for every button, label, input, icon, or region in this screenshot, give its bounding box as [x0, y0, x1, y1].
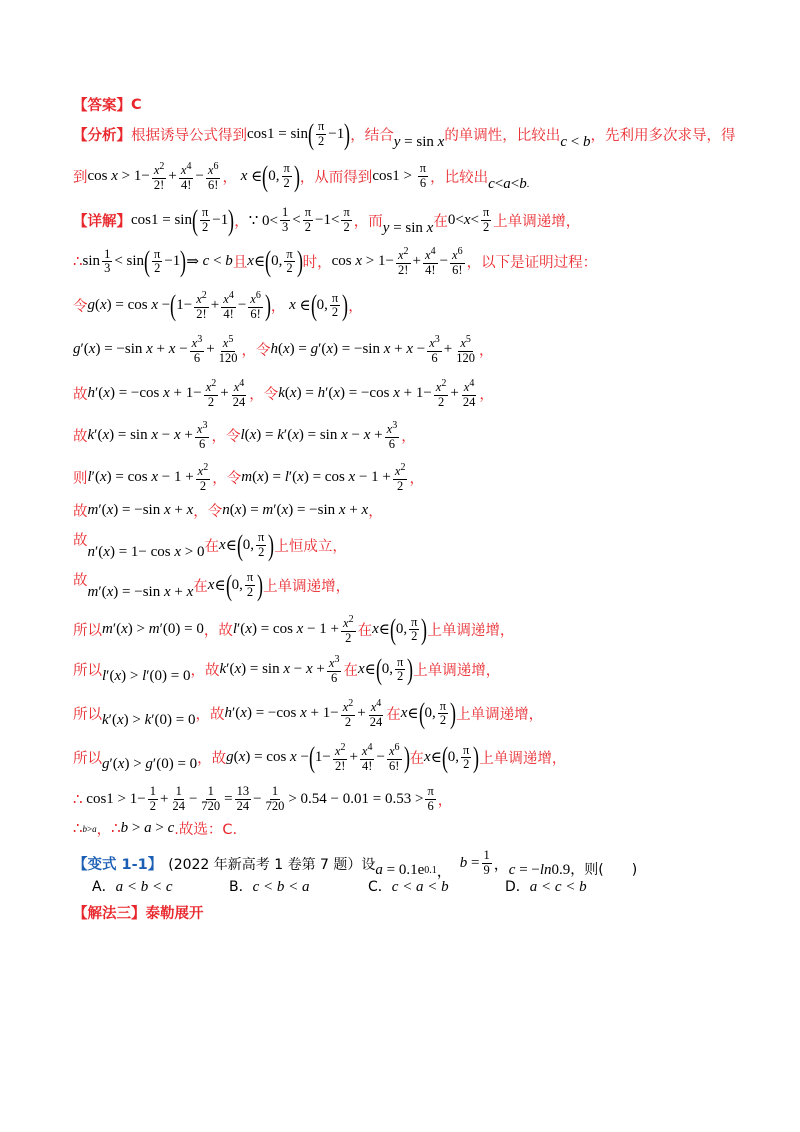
comma: ， — [203, 623, 219, 640]
proof-word: 令 — [226, 471, 242, 488]
proof-line-mprime — [73, 500, 383, 521]
comma: ， — [409, 471, 424, 488]
math-expr: x ∈ ( 0, $\frac{\pi}{2}$ ) — [240, 159, 300, 193]
option-a[interactable] — [92, 876, 229, 896]
proof-word: 故 — [210, 707, 225, 724]
math-expr: h ′( x ) = −cos x + 1− $\frac{x^2}{2}$ + $\frac{x^4}{24}$ — [87, 378, 246, 409]
comma: ， — [479, 343, 494, 360]
option-b[interactable] — [229, 876, 368, 896]
proof-word: 在 — [409, 751, 425, 768]
proof-word: 在 — [357, 623, 373, 640]
math-expr: b > a > c — [120, 820, 175, 836]
comma: ， — [96, 822, 112, 838]
therefore-symbol: ∴ — [73, 821, 83, 837]
math-expr: l ( x ) = k ′( x ) = sin x − x + $\frac{x^3}{6}$ — [240, 420, 398, 451]
math-expr: n ( x ) = m ′( x ) = −sin x + x — [222, 502, 369, 518]
math-expr: b > a — [82, 823, 97, 834]
proof-line-conclusion — [73, 818, 237, 839]
analysis-text: ，从而得到 — [299, 170, 373, 186]
math-expr: x ∈ ( 0, $\frac{\pi}{2}$ ) — [424, 740, 480, 774]
proof-word: 令 — [73, 299, 88, 316]
option-letter: B． — [229, 879, 253, 895]
math-expr: k ( x ) = h ′( x ) = −cos x + 1− $\frac{x^2}{2}$ + $\frac{x^4}{24}$ — [278, 378, 476, 409]
detail-text: 时， — [302, 255, 332, 272]
option-letter: A． — [92, 879, 116, 895]
comma: ， — [270, 299, 286, 316]
therefore-symbol: ∴ — [111, 821, 121, 837]
comma: ， — [212, 471, 227, 488]
proof-line-gprime — [73, 334, 494, 366]
proof-line-lprime — [73, 462, 424, 494]
detail-text: ，以下是证明过程： — [466, 255, 598, 272]
math-expr: l ′( x ) = cos x − 1 + $\frac{x^2}{2}$ — [87, 462, 209, 493]
math-expr: k ′( x ) > k ′(0) = 0 — [102, 712, 196, 729]
math-expr: x ∈ ( 0, $\frac{\pi}{2}$ ) — [247, 244, 303, 278]
comma: ， — [241, 343, 256, 360]
detail-text: 上单调递增， — [493, 214, 581, 230]
proof-word: 上单调递增， — [263, 579, 351, 595]
method3-tag: 【解法三】 — [73, 906, 146, 922]
proof-word: 所以 — [73, 663, 102, 680]
option-expr: c < b < a — [252, 879, 310, 895]
comma: ， — [249, 387, 264, 404]
proof-word: 上单调递增， — [413, 663, 501, 680]
math-expr: g ′( x ) > g ′(0) = 0 — [102, 756, 198, 773]
analysis-text: ，结合 — [350, 128, 394, 144]
proof-line-cos1 — [73, 785, 452, 814]
proof-line-hprime — [73, 378, 494, 410]
proof-word: 上单调递增， — [479, 751, 567, 768]
proof-word: 故 — [73, 429, 88, 446]
analysis-text: ，先利用多次求导，得 — [590, 128, 736, 144]
proof-line-suoyi-4 — [73, 742, 566, 774]
math-expr: y = sin x — [382, 220, 434, 236]
option-expr: a < c < b — [529, 879, 587, 895]
detail-line-2 — [73, 246, 597, 278]
math-expr: l ′( x ) = cos x − 1 + $\frac{x^2}{2}$ — [232, 614, 354, 645]
analysis-line-1 — [73, 118, 735, 151]
proof-line-kprime — [73, 420, 416, 452]
math-expr: sin $\frac{1}{3}$ < sin ( $\frac{\pi}{2}$ −1 ) ⇒ c < b — [82, 244, 233, 278]
detail-text: ，而 — [353, 214, 383, 230]
method3-title: 泰勒展开 — [145, 906, 204, 922]
math-expr: m ′( x ) = −sin x + x — [87, 584, 194, 600]
math-expr: a = 0.1e 0.1 ， — [375, 862, 452, 880]
math-expr: g ′( x ) = −sin x + x − $\frac{x^3}{6}$ + $\frac{x^5}{120}$ — [73, 334, 238, 365]
proof-word: 则 — [73, 471, 88, 488]
answer-value: C — [131, 96, 142, 113]
proof-word: 令 — [255, 343, 271, 360]
proof-word: 令 — [207, 504, 223, 520]
math-expr: g ( x ) = cos x − ( 1− $\frac{x^2}{2!}$ + $\frac{x^4}{4!}$ − $\frac{x^6}{6!}$ ) — [87, 288, 271, 322]
math-expr: x ∈ ( 0, $\frac{\pi}{2}$ ) — [372, 612, 428, 646]
detail-tag: 【详解】 — [73, 214, 131, 230]
math-expr: x ∈ ( 0, $\frac{\pi}{2}$ ) — [289, 288, 349, 322]
math-expr: cos1 > $\frac{\pi}{6}$ — [372, 161, 427, 190]
math-expr: m ′( x ) > m ′(0) = 0 — [102, 621, 204, 638]
analysis-line-2 — [73, 160, 529, 193]
math-expr: c = − ln 0.9 — [508, 862, 571, 878]
proof-line-nprime — [73, 530, 347, 561]
comma: ， — [222, 170, 237, 186]
math-expr: c < b — [560, 134, 591, 150]
comma: ， — [401, 429, 416, 446]
proof-word: 在 — [343, 663, 358, 680]
proof-word: 所以 — [73, 751, 102, 768]
comma: ， — [368, 504, 383, 520]
proof-word: 上单调递增， — [427, 623, 515, 640]
detail-text: 且 — [232, 255, 248, 272]
proof-word: 上单调递增， — [456, 707, 544, 724]
proof-line-suoyi-2 — [73, 654, 500, 686]
analysis-text: ，比较出 — [430, 170, 489, 186]
proof-line-suoyi-3 — [73, 698, 543, 730]
analysis-text: 到 — [73, 170, 88, 186]
math-expr: cos x > 1− $\frac{x^2}{2!}$ + $\frac{x^4}{4!}$ − $\frac{x^6}{6!}$ — [87, 160, 219, 192]
math-expr: cos x > 1− $\frac{x^2}{2!}$ + $\frac{x^4}{4!}$ − $\frac{x^6}{6!}$ — [331, 246, 463, 277]
comma: ， — [211, 429, 226, 446]
proof-word: 在 — [386, 707, 401, 724]
therefore-symbol: ∴ — [73, 254, 83, 271]
math-expr: n ′( x ) = 1− cos x > 0 — [87, 544, 205, 560]
therefore-symbol: ∴ — [73, 791, 83, 808]
variant-then: ，则( ) — [570, 861, 638, 878]
option-letter: C． — [368, 879, 392, 895]
option-expr: c < a < b — [391, 879, 449, 895]
proof-line-m-increasing — [73, 570, 350, 601]
proof-word: 故 — [205, 663, 220, 680]
analysis-text: 的单调性，比较出 — [444, 128, 561, 144]
math-expr: k ′( x ) = sin x − x + $\frac{x^3}{6}$ — [87, 420, 208, 451]
final-answer-text: .故选：C. — [174, 822, 238, 838]
comma: ， — [479, 387, 494, 404]
math-expr: x ∈ ( 0, $\frac{\pi}{2}$ ) — [400, 696, 457, 730]
comma: ， — [197, 751, 212, 768]
method3-line — [73, 902, 204, 923]
proof-word: 所以 — [73, 707, 102, 724]
option-d[interactable] — [505, 876, 587, 896]
answer-line — [73, 94, 142, 115]
comma: ， — [190, 663, 205, 680]
analysis-text: 根据诱导公式得到 — [131, 128, 247, 144]
comma: ， — [437, 792, 453, 809]
math-expr: g ( x ) = cos x − ( 1− $\frac{x^2}{2!}$ + $\frac{x^4}{4!}$ − $\frac{x^6}{6!}$ ) — [226, 740, 410, 774]
math-expr: m ′( x ) = −sin x + x — [87, 502, 194, 518]
proof-word: 故 — [218, 623, 233, 640]
math-expr: h ( x ) = g ′( x ) = −sin x + x − $\frac{x^3}{6}$ + $\frac{x^5}{120}$ — [270, 334, 476, 365]
option-expr: a < b < c — [115, 879, 173, 895]
variant-source: (2022 年新高考 1 卷第 7 题）设 — [168, 856, 376, 873]
comma: ， — [348, 299, 363, 316]
option-letter: D． — [505, 879, 530, 895]
variant-tag: 【变式 1-1】 — [73, 857, 163, 873]
proof-word: 上恒成立， — [274, 539, 347, 555]
math-expr: k ′( x ) = sin x − x + $\frac{x^3}{6}$ — [219, 654, 340, 685]
math-expr: c < a < b . — [488, 176, 530, 192]
proof-word: 故 — [73, 533, 88, 549]
options-row — [92, 876, 587, 896]
math-expr: m ( x ) = l ′( x ) = cos x − 1 + $\frac{x^2}{2}$ — [241, 462, 406, 493]
math-expr: l ′( x ) > l ′(0) = 0 — [102, 668, 191, 685]
math-expr: x ∈ ( 0, $\frac{\pi}{2}$ ) — [207, 568, 264, 602]
comma: ， — [195, 707, 210, 724]
math-expr: ∵ 0< $\frac{1}{3}$ < $\frac{\pi}{2}$ −1< $\frac{\pi}{2}$ — [248, 205, 350, 234]
proof-word: 在 — [193, 579, 208, 595]
option-c[interactable] — [368, 876, 505, 896]
proof-line-suoyi-1 — [73, 614, 514, 646]
proof-word: 令 — [263, 387, 279, 404]
proof-word: 故 — [73, 504, 88, 520]
detail-text: 在 — [433, 214, 448, 230]
proof-word: 令 — [225, 429, 241, 446]
math-expr: cos1 > 1− $\frac{1}{2}$ + $\frac{1}{24}$ − $\frac{1}{720}$ = $\frac{13}{24}$ − $\frac{1}{720}$ > 0.54 − 0.01 = 0.53 > $\frac{\pi}{6}$ — [82, 784, 434, 813]
detail-text: ， — [234, 214, 249, 230]
proof-word: 在 — [204, 539, 220, 555]
proof-word: 所以 — [73, 623, 102, 640]
analysis-tag: 【分析】 — [73, 128, 131, 144]
math-expr: y = sin x — [393, 134, 445, 150]
detail-line-1 — [73, 204, 580, 237]
proof-word: 故 — [73, 573, 88, 589]
math-expr: 0< x < $\frac{\pi}{2}$ — [447, 205, 490, 234]
comma: ， — [193, 504, 208, 520]
math-expr: cos1 = sin ( $\frac{\pi}{2}$ −1 ) — [131, 203, 235, 237]
math-expr: cos1 = sin ( $\frac{\pi}{2}$ −1 ) — [247, 117, 351, 151]
math-expr: h ′( x ) = −cos x + 1− $\frac{x^2}{2}$ + $\frac{x^4}{24}$ — [224, 698, 383, 729]
math-expr: x ∈ ( 0, $\frac{\pi}{2}$ ) — [219, 528, 275, 562]
proof-word: 故 — [211, 751, 227, 768]
proof-word: 故 — [73, 387, 88, 404]
math-expr: x ∈ ( 0, $\frac{\pi}{2}$ ) — [357, 652, 414, 686]
answer-tag: 【答案】 — [73, 98, 131, 114]
math-expr: b = $\frac{1}{9}$ ， — [459, 848, 509, 877]
proof-line-g — [73, 290, 363, 322]
